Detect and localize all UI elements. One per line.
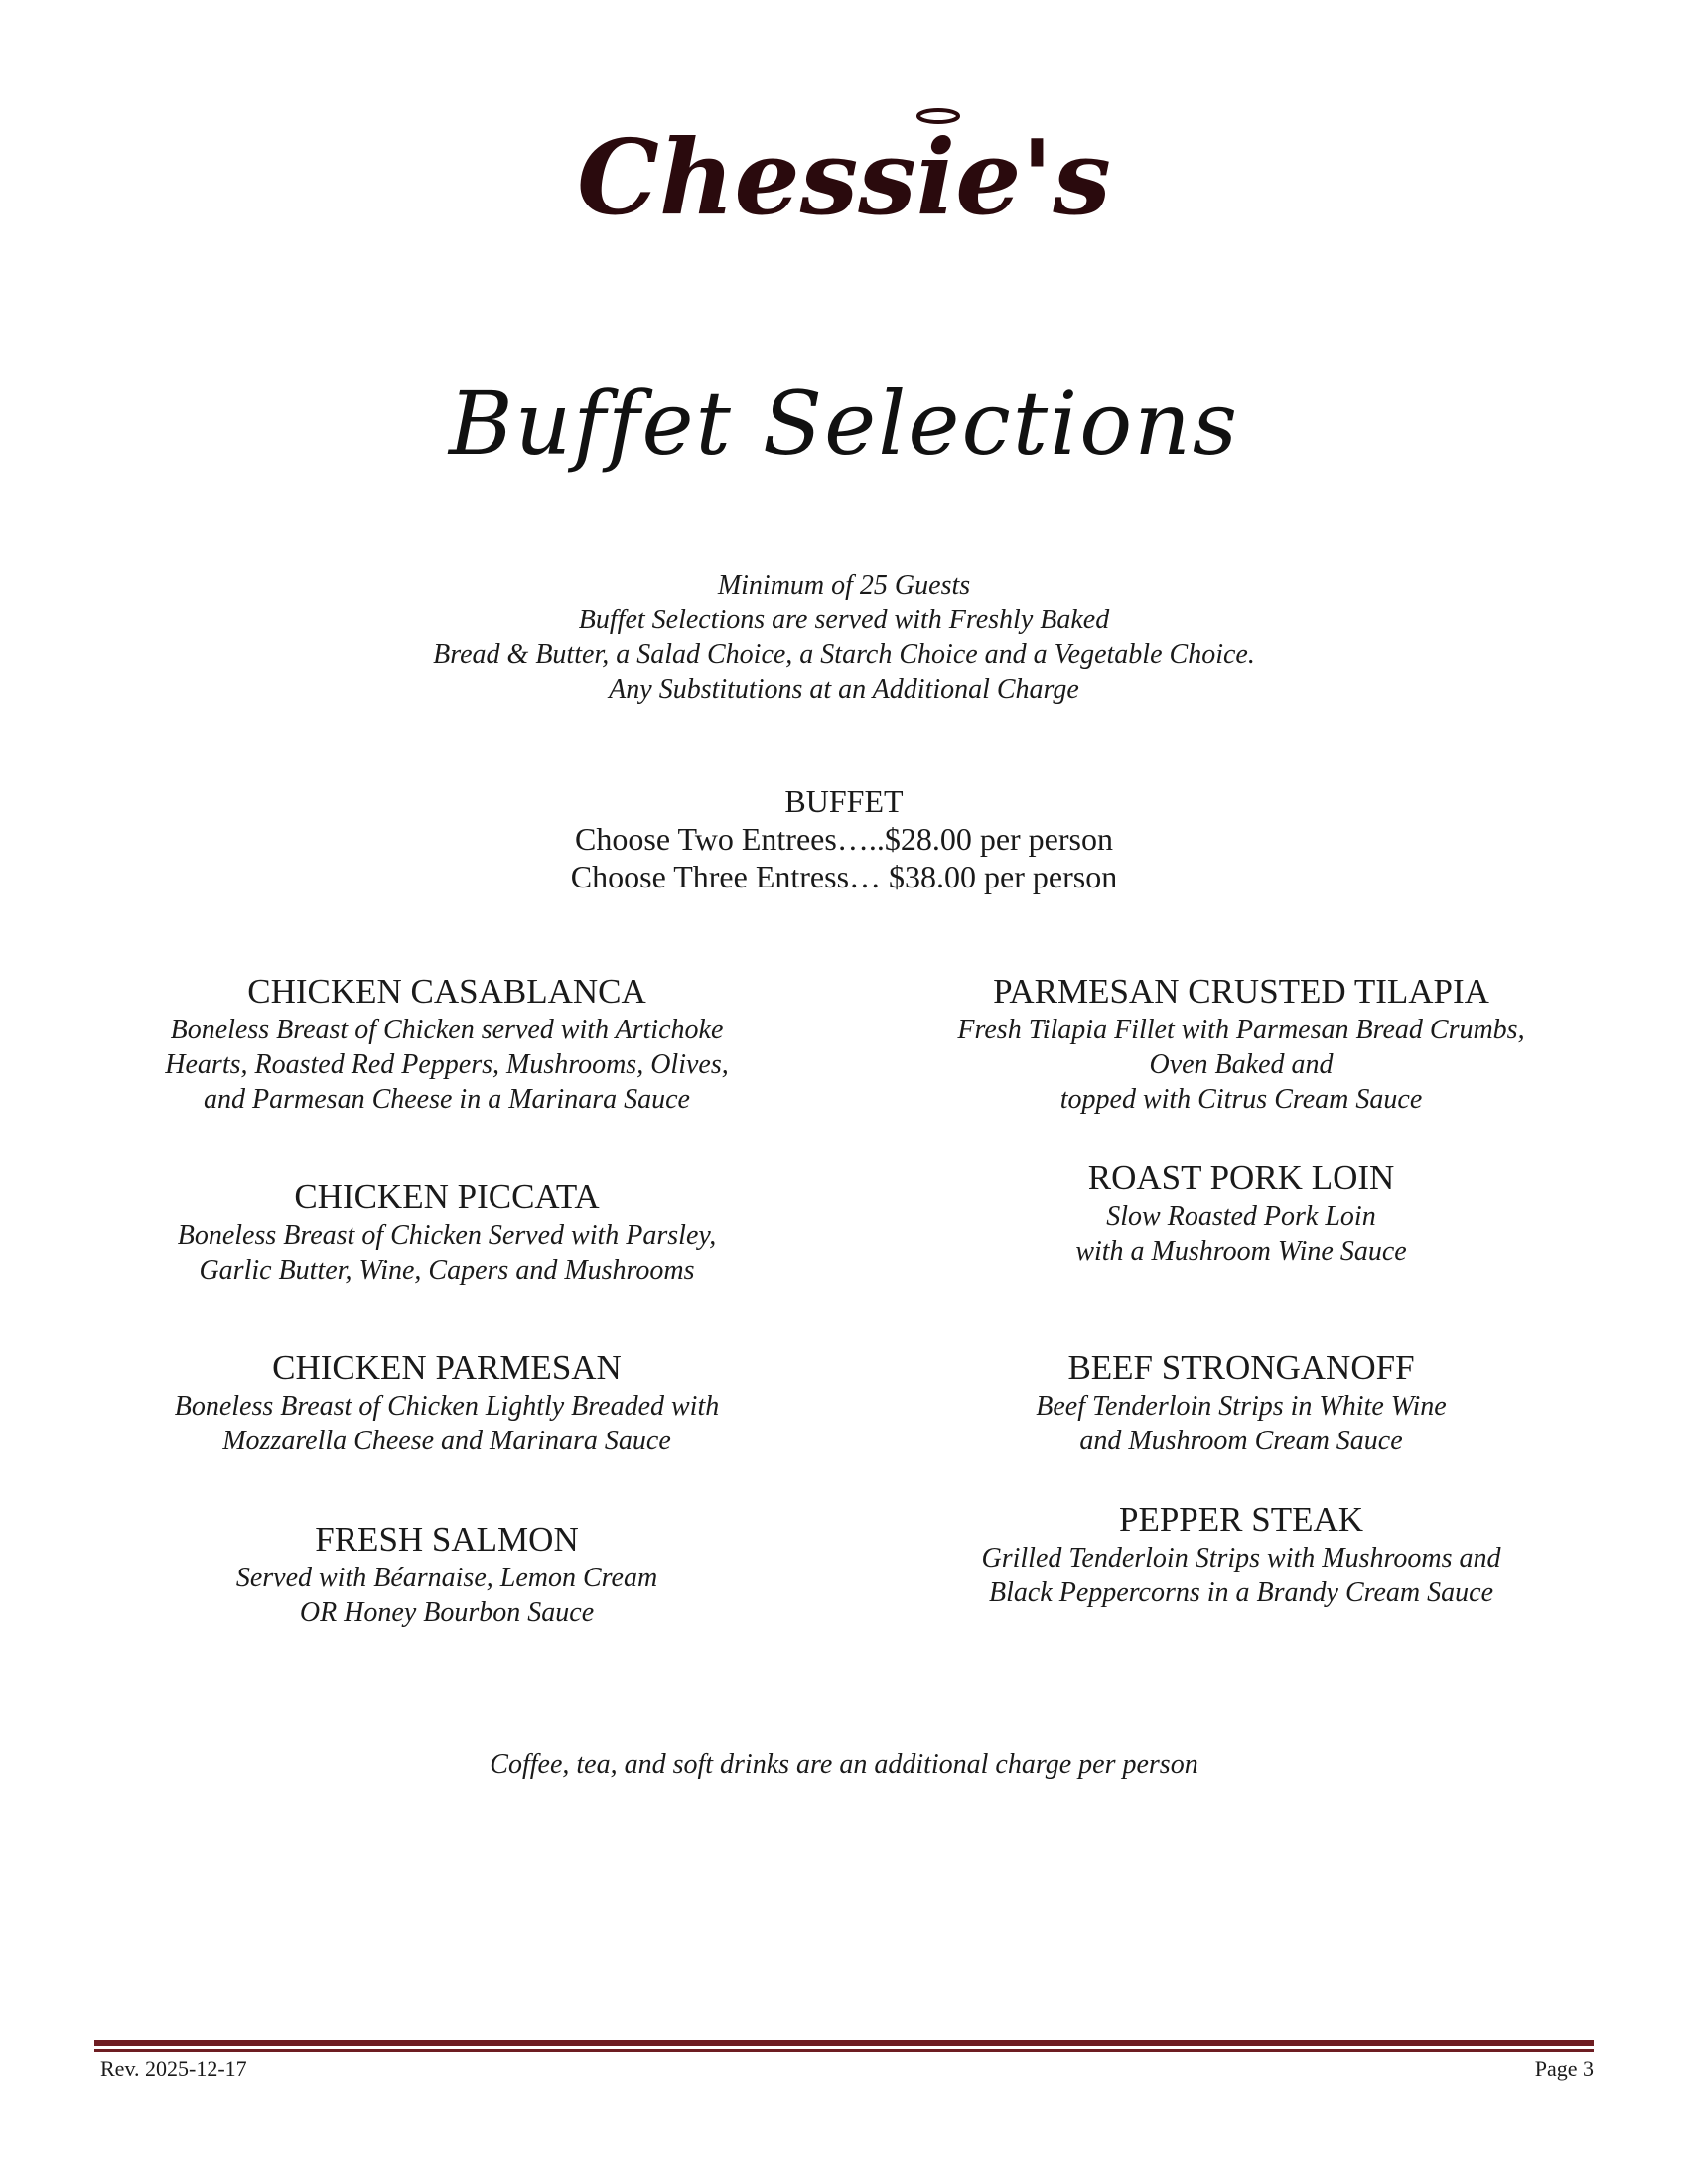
entree-description: Beef Tenderloin Strips in White Wine and Mushroom Cream Sauce	[1036, 1391, 1447, 1456]
entree-description: Fresh Tilapia Fillet with Parmesan Bread Crumbs, Oven Baked and topped with Citrus Cream Sauce	[957, 1015, 1525, 1115]
chessies-logo	[577, 94, 1111, 243]
entree-description: Boneless Breast of Chicken Served with Parsley, Garlic Butter, Wine, Capers and Mushrooms	[177, 1220, 717, 1286]
entree-parmesan-crusted-tilapia	[854, 971, 1628, 1117]
entree-fresh-salmon	[60, 1519, 834, 1630]
entree-chicken-parmesan	[60, 1347, 834, 1458]
entree-name: BEEF STRONGANOFF	[1067, 1348, 1415, 1387]
entree-description: Slow Roasted Pork Loin with a Mushroom Wine Sauce	[1075, 1201, 1407, 1267]
entree-description: Boneless Breast of Chicken served with Artichoke Hearts, Roasted Red Peppers, Mushrooms, Olives, and Parmesan Cheese in a Marinara Sauce	[165, 1015, 729, 1115]
pricing-heading: BUFFET	[784, 783, 904, 819]
page-number: Page 3	[1534, 2056, 1594, 2081]
intro-line: Minimum of 25 Guests	[717, 570, 971, 601]
entree-beef-stronganoff	[854, 1347, 1628, 1458]
pricing-two-entrees: Choose Two Entrees…..$28.00 per person	[575, 821, 1113, 857]
entree-roast-pork-loin	[854, 1158, 1628, 1269]
beverage-note: Coffee, tea, and soft drinks are an additional charge per person	[490, 1749, 1198, 1780]
entree-chicken-piccata	[60, 1176, 834, 1288]
page-title: Buffet Selections	[448, 372, 1240, 475]
entree-name: CHICKEN PARMESAN	[272, 1348, 622, 1387]
intro-line: Bread & Butter, a Salad Choice, a Starch Choice and a Vegetable Choice.	[433, 639, 1255, 670]
buffet-pricing	[0, 782, 1688, 895]
entree-name: FRESH SALMON	[315, 1520, 579, 1559]
entree-name: PEPPER STEAK	[1118, 1500, 1364, 1539]
entree-chicken-casablanca	[60, 971, 834, 1117]
entree-description: Grilled Tenderloin Strips with Mushrooms and Black Peppercorns in a Brandy Cream Sauce	[981, 1543, 1501, 1608]
chessies-script-logo-icon	[577, 94, 1111, 243]
entree-name: ROAST PORK LOIN	[1087, 1159, 1395, 1197]
svg-text:Chessie's: Chessie's	[577, 116, 1111, 238]
entree-name: CHICKEN CASABLANCA	[247, 972, 646, 1011]
footer-divider	[94, 2049, 1594, 2052]
intro-text	[0, 568, 1688, 707]
entree-name: PARMESAN CRUSTED TILAPIA	[993, 972, 1489, 1011]
entree-description: Served with Béarnaise, Lemon Cream OR Honey Bourbon Sauce	[235, 1563, 658, 1628]
pricing-three-entrees: Choose Three Entress… $38.00 per person	[570, 859, 1118, 894]
intro-line: Buffet Selections are served with Freshly Baked	[578, 605, 1110, 635]
entree-name: CHICKEN PICCATA	[294, 1177, 600, 1216]
entree-pepper-steak	[854, 1499, 1628, 1610]
entree-description: Boneless Breast of Chicken Lightly Breaded with Mozzarella Cheese and Marinara Sauce	[174, 1391, 720, 1456]
intro-line: Any Substitutions at an Additional Charge	[609, 674, 1079, 705]
footer-divider	[94, 2040, 1594, 2046]
revision-date: Rev. 2025-12-17	[100, 2056, 247, 2081]
